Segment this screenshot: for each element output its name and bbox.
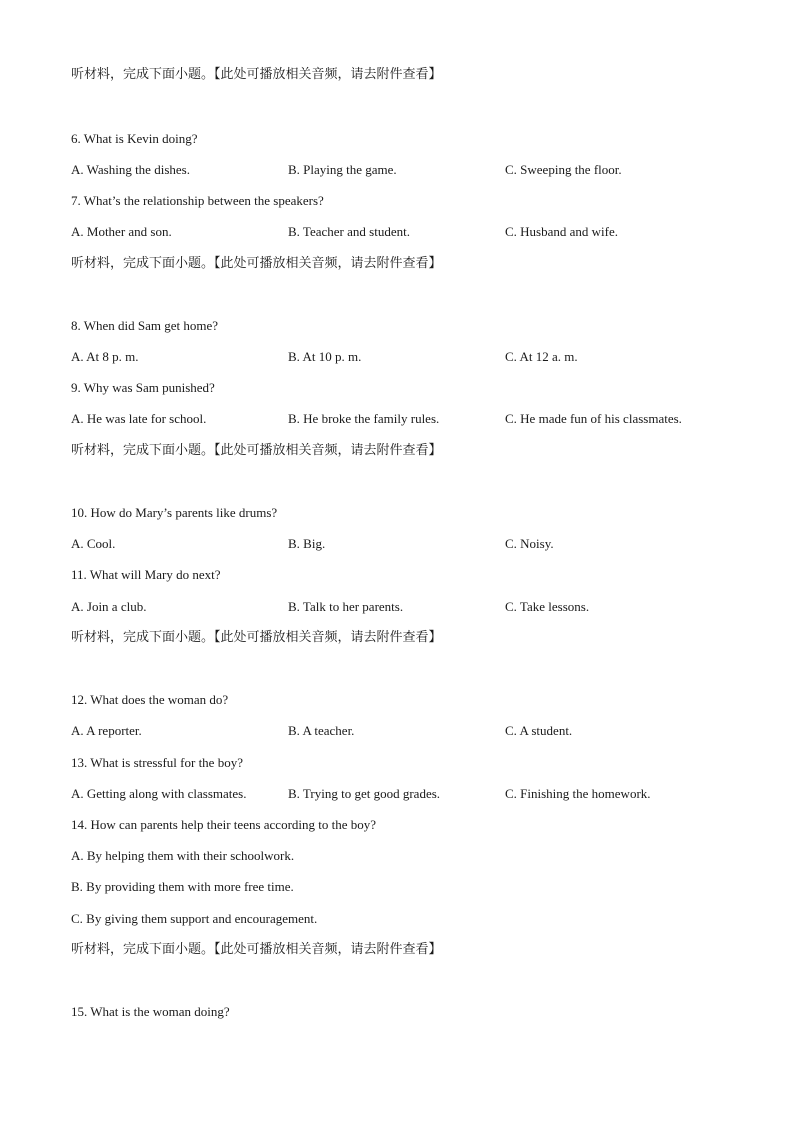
listening-instruction: 听材料，完成下面小题。【此处可播放相关音频，请去附件查看】 [71, 942, 442, 957]
question-11-options [71, 599, 751, 615]
option-b: B. By providing them with more free time. [71, 879, 294, 894]
question-7-options [71, 224, 751, 240]
option-c: C. A student. [505, 723, 573, 738]
option-c: C. By giving them support and encouragement. [71, 911, 318, 926]
option-b: B. A teacher. [288, 723, 355, 738]
question-9: 9. Why was Sam punished? [71, 380, 215, 395]
question-10: 10. How do Mary’s parents like drums? [71, 505, 278, 520]
option-a: A. Getting along with classmates. [71, 786, 247, 801]
question-13: 13. What is stressful for the boy? [71, 755, 243, 770]
question-8-options [71, 349, 751, 365]
question-12-options [71, 723, 751, 739]
question-10-options [71, 536, 751, 552]
option-a: A. At 8 p. m. [71, 349, 139, 364]
question-13-options [71, 786, 751, 802]
question-9-options [71, 411, 751, 427]
option-b: B. At 10 p. m. [288, 349, 362, 364]
listening-instruction: 听材料，完成下面小题。【此处可播放相关音频，请去附件查看】 [71, 443, 442, 458]
option-c: C. Take lessons. [505, 599, 590, 614]
option-a: A. He was late for school. [71, 411, 207, 426]
option-a: A. Join a club. [71, 599, 147, 614]
listening-instruction: 听材料，完成下面小题。【此处可播放相关音频，请去附件查看】 [71, 630, 442, 645]
listening-instruction: 听材料，完成下面小题。【此处可播放相关音频，请去附件查看】 [71, 67, 442, 82]
option-b: B. Teacher and student. [288, 224, 410, 239]
option-b: B. Talk to her parents. [288, 599, 404, 614]
option-a: A. Mother and son. [71, 224, 172, 239]
option-b: B. Playing the game. [288, 162, 397, 177]
option-a: A. A reporter. [71, 723, 142, 738]
question-12: 12. What does the woman do? [71, 692, 229, 707]
option-b: B. Big. [288, 536, 326, 551]
option-c: C. Finishing the homework. [505, 786, 651, 801]
option-b: B. He broke the family rules. [288, 411, 440, 426]
question-14: 14. How can parents help their teens according to the boy? [71, 817, 377, 832]
question-11: 11. What will Mary do next? [71, 567, 221, 582]
option-a: A. Cool. [71, 536, 116, 551]
question-8: 8. When did Sam get home? [71, 318, 219, 333]
option-c: C. Husband and wife. [505, 224, 619, 239]
option-a: A. By helping them with their schoolwork. [71, 848, 295, 863]
option-c: C. Sweeping the floor. [505, 162, 622, 177]
question-6-options [71, 162, 751, 178]
question-15: 15. What is the woman doing? [71, 1004, 230, 1019]
option-c: C. At 12 a. m. [505, 349, 578, 364]
question-6: 6. What is Kevin doing? [71, 131, 198, 146]
question-7: 7. What’s the relationship between the speakers? [71, 193, 324, 208]
option-c: C. He made fun of his classmates. [505, 411, 682, 426]
option-b: B. Trying to get good grades. [288, 786, 441, 801]
option-c: C. Noisy. [505, 536, 554, 551]
option-a: A. Washing the dishes. [71, 162, 190, 177]
listening-instruction: 听材料，完成下面小题。【此处可播放相关音频，请去附件查看】 [71, 256, 442, 271]
